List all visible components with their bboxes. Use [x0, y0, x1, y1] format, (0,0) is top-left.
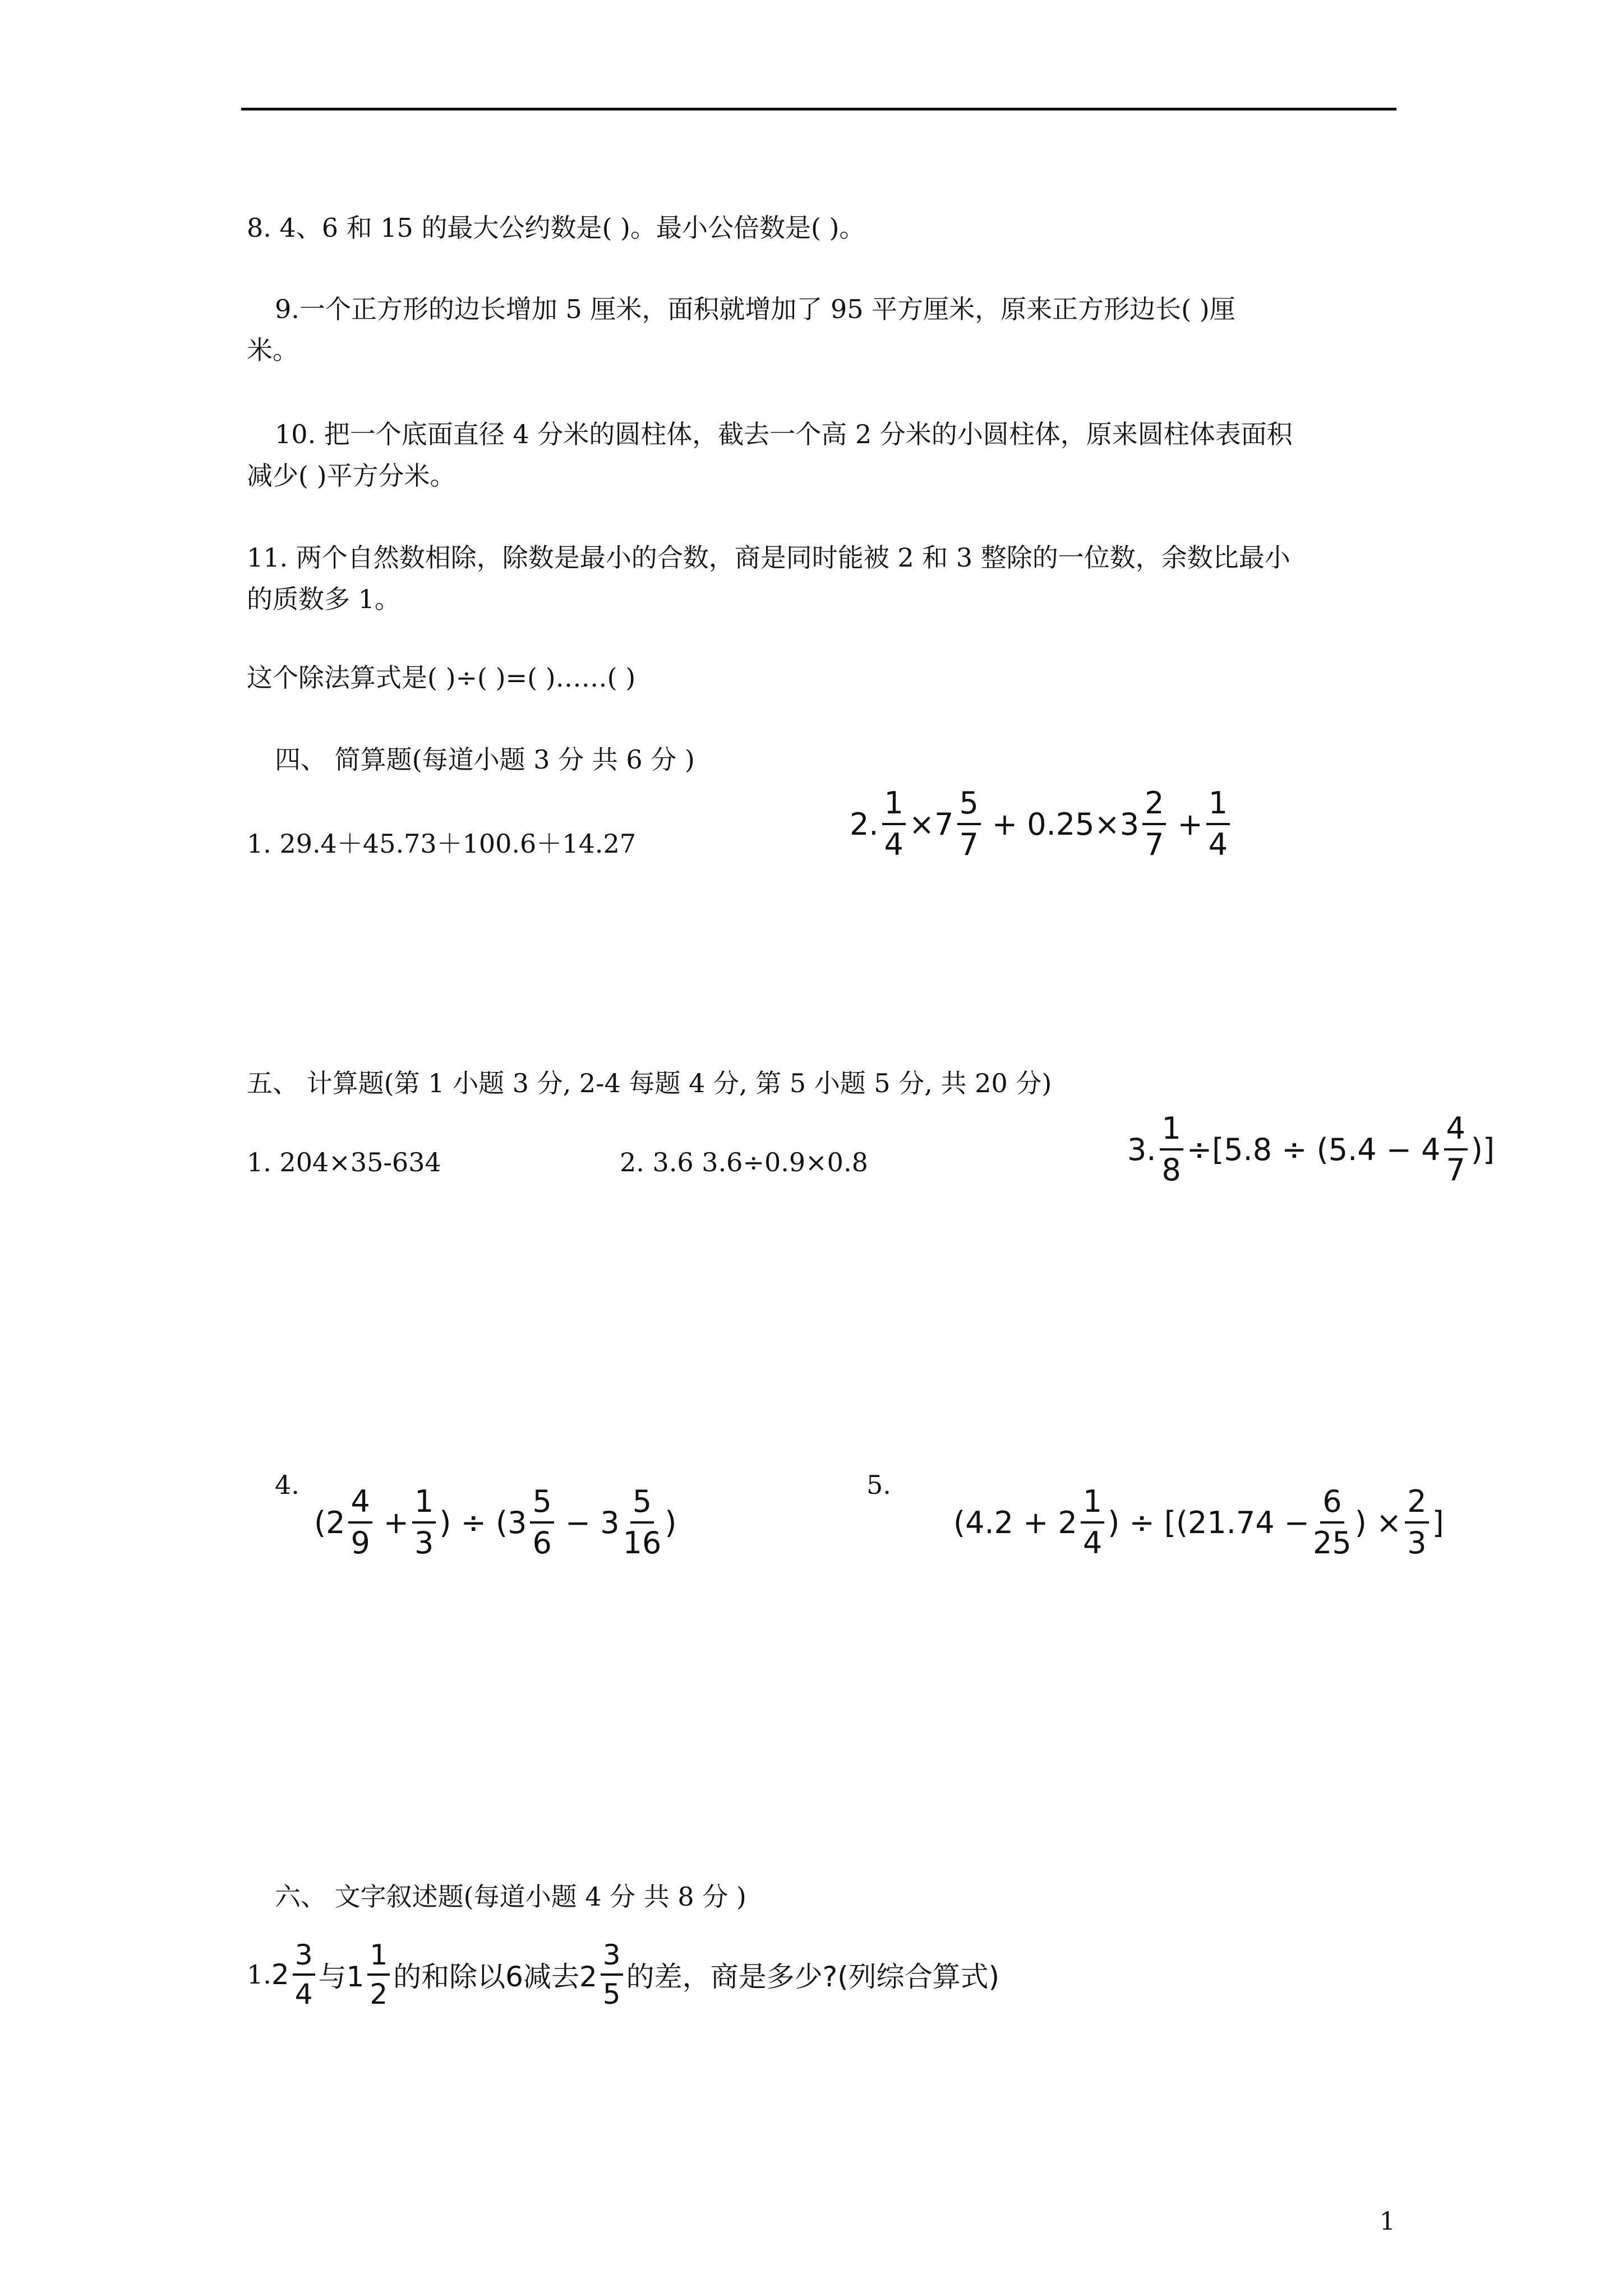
fraction: $\frac{2}{3}$ [1405, 1487, 1428, 1558]
math-text: 与1 [318, 1961, 365, 1993]
math-text: + [383, 1504, 409, 1540]
fraction: $\frac{4}{9}$ [348, 1487, 372, 1558]
math-text: ×7 [909, 806, 954, 842]
section-5-title: 五、 计算题(第 1 小题 3 分, 2-4 每题 4 分, 第 5 小题 5 分, 共 20 分) [247, 1068, 1052, 1098]
problem-label: 2. [850, 806, 879, 842]
section-4-title: 四、 简算题(每道小题 3 分 共 6 分 ) [275, 744, 695, 775]
fraction: $\frac{4}{7}$ [1444, 1114, 1468, 1185]
question-9-line2: 米。 [247, 335, 298, 365]
section-4-problem-2 [850, 785, 1233, 862]
question-10-line1: 10. 把一个底面直径 4 分米的圆柱体，截去一个高 2 分米的小圆柱体，原来圆柱体表面积 [275, 419, 1293, 449]
fraction: $\frac{3}{5}$ [601, 1941, 623, 2008]
question-11-line1: 11. 两个自然数相除，除数是最小的合数，商是同时能被 2 和 3 整除的一位数，余数比最小 [247, 542, 1290, 573]
fraction: $\frac{1}{3}$ [412, 1487, 436, 1558]
question-8: 8. 4、6 和 15 的最大公约数是( )。最小公倍数是( )。 [247, 213, 865, 243]
question-10-line2: 减少( )平方分米。 [247, 461, 456, 491]
section-5-problem-4-label: 4. [275, 1470, 299, 1500]
section-6-title: 六、 文字叙述题(每道小题 4 分 共 8 分 ) [275, 1881, 746, 1912]
fraction: $\frac{1}{4}$ [1081, 1487, 1104, 1558]
header-rule [241, 108, 1396, 111]
fraction: $\frac{3}{4}$ [293, 1941, 315, 2008]
question-11-equation: 这个除法算式是( )÷( )=( )……( ) [247, 662, 636, 693]
math-text: ) ÷ [(21.74 − [1108, 1504, 1310, 1540]
math-text: 的和除以6减去2 [393, 1961, 597, 1993]
section-4-problem-1: 1. 29.4＋45.73＋100.6＋14.27 [247, 829, 636, 859]
section-5-problem-2: 2. 3.6 3.6÷0.9×0.8 [620, 1147, 868, 1177]
math-text: ÷[5.8 ÷ (5.4 − 4 [1186, 1131, 1441, 1167]
section-5-problem-4 [314, 1484, 677, 1561]
fraction: $\frac{1}{4}$ [882, 788, 906, 860]
fraction: $\frac{2}{7}$ [1142, 788, 1166, 860]
section-5-problem-1: 1. 204×35-634 [247, 1147, 441, 1177]
section-5-problem-3 [1127, 1111, 1495, 1188]
page-number: 1 [1380, 2207, 1395, 2236]
math-text: (4.2 + 2 [953, 1504, 1077, 1540]
question-11-line2: 的质数多 1。 [247, 584, 400, 614]
fraction: $\frac{5}{7}$ [957, 788, 981, 860]
math-text: + [1177, 806, 1203, 842]
fraction: $\frac{6}{25}$ [1313, 1484, 1352, 1561]
question-9-line1: 9.一个正方形的边长增加 5 厘米，面积就增加了 95 平方厘米，原来正方形边长( )厘 [275, 294, 1235, 324]
math-text: ] [1432, 1504, 1444, 1540]
math-text: − 3 [565, 1504, 620, 1540]
math-text: + 0.25×3 [992, 806, 1140, 842]
fraction: $\frac{1}{4}$ [1206, 788, 1230, 860]
fraction: $\frac{1}{2}$ [367, 1941, 390, 2008]
problem-label: 1. [247, 1959, 271, 1990]
section-5-problem-5 [953, 1484, 1444, 1561]
math-text: (2 [314, 1504, 345, 1540]
section-5-problem-5-label: 5. [866, 1470, 891, 1500]
fraction: $\frac{1}{8}$ [1160, 1114, 1183, 1185]
section-6-problem-1 [247, 1941, 999, 2008]
math-text: ) [665, 1504, 677, 1540]
fraction: $\frac{5}{6}$ [530, 1487, 554, 1558]
math-text: 的差，商是多少?(列综合算式) [626, 1961, 1000, 1993]
math-text: ) ÷ (3 [439, 1504, 527, 1540]
fraction: $\frac{5}{16}$ [623, 1484, 662, 1561]
math-text: )] [1470, 1131, 1495, 1167]
math-text: 2 [271, 1958, 289, 1991]
math-text: ) × [1354, 1504, 1402, 1540]
problem-label: 3. [1127, 1131, 1156, 1167]
